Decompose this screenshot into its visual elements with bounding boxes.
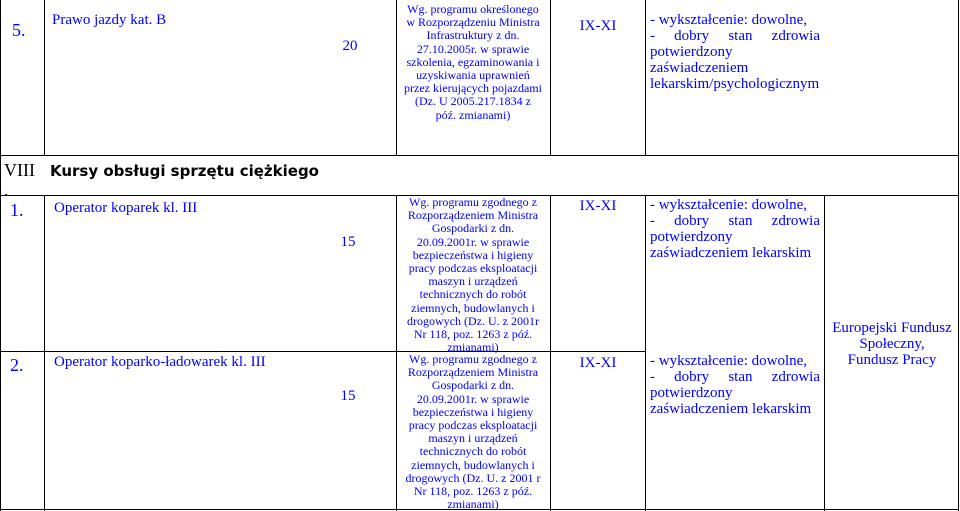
column-divider — [550, 0, 551, 155]
table-right-border — [958, 0, 959, 511]
education-level: IX-XI — [579, 198, 617, 214]
program-basis: Wg. programu określonego w Rozporządzeniu Ministra Infrastruktury z dn. 27.10.2005r. w sprawie szkolenia, egzaminowania i uzyskiwania uprawnień przez kierujących pojazdami (Dz. U 2005.217.1834 z póź. zmianami) — [404, 3, 542, 122]
course-name: Operator koparek kl. III — [54, 200, 198, 216]
course-hours: 15 — [340, 234, 356, 250]
education-level: IX-XI — [579, 355, 617, 371]
program-basis: Wg. programu zgodnego z Rozporządzeniem Ministra Gospodarki z dn. 20.09.2001r. w sprawie bezpieczeństwa i higieny pracy podczas eksploatacji maszyn i urządzeń technicznych do robót ziemnych, budowlanych i drogowych (Dz. U. z 2001 r Nr 118, poz. 1263 z póź. zmianami) — [405, 353, 541, 511]
course-name: Operator koparko-ładowarek kl. III — [54, 354, 266, 370]
program-basis: Wg. programu zgodnego z Rozporządzeniem Ministra Gospodarki z dn. 20.09.2001r. w sprawie bezpieczeństwa i higieny pracy podczas eksploatacji maszyn i urządzeń technicznych do robót ziemnych, budowlanych i drogowych (Dz. U. z 2001r Nr 118, poz. 1263 z póź. zmianami) — [407, 196, 539, 355]
course-hours: 15 — [340, 388, 356, 404]
column-divider — [396, 195, 397, 511]
column-divider — [645, 0, 646, 155]
funding-source: Europejski Fundusz Społeczny, Fundusz Pracy — [832, 320, 952, 368]
column-divider — [550, 195, 551, 511]
row-divider — [0, 351, 645, 352]
course-name: Prawo jazdy kat. B — [52, 12, 167, 28]
requirements: - wykształcenie: dowolne, - dobry stan zdrowia potwierdzony zaświadczeniem lekarskim/psychologicznym — [650, 12, 820, 92]
column-divider — [396, 0, 397, 155]
requirements: - wykształcenie: dowolne, - dobry stan zdrowia potwierdzony zaświadczeniem lekarskim — [650, 353, 820, 417]
education-level: IX-XI — [579, 18, 617, 34]
row-number: 5. — [12, 20, 26, 40]
column-divider — [44, 0, 45, 155]
row-number: 2. — [10, 355, 24, 375]
section-title: Kursy obsługi sprzętu ciężkiego — [50, 162, 319, 180]
table-left-border — [0, 0, 1, 511]
row-divider — [0, 155, 959, 156]
course-hours: 20 — [342, 38, 358, 54]
column-divider — [645, 195, 646, 511]
row-number: 1. — [10, 200, 24, 220]
column-divider — [44, 195, 45, 511]
requirements: - wykształcenie: dowolne, - dobry stan zdrowia potwierdzony zaświadczeniem lekarskim — [650, 197, 820, 261]
column-divider — [824, 195, 825, 511]
section-number: VIII . — [4, 160, 35, 200]
